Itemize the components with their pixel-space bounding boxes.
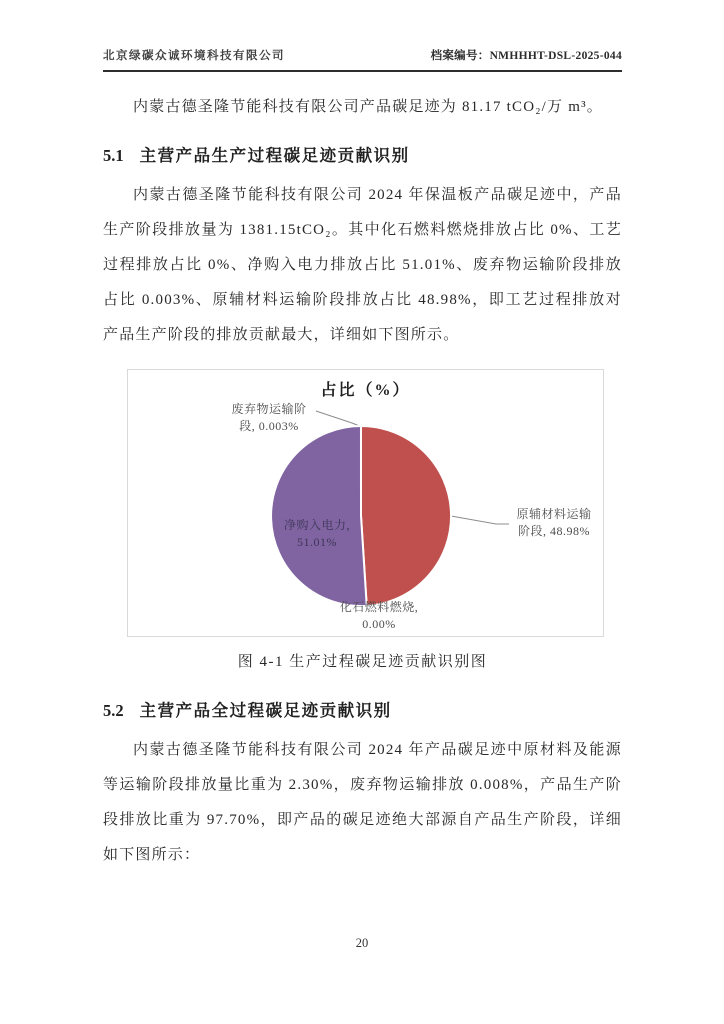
pie-slice-0 bbox=[361, 426, 451, 606]
section-5-1-title: 主营产品生产过程碳足迹贡献识别 bbox=[139, 146, 410, 165]
pie-label-fossil-line1: 化石燃料燃烧, bbox=[339, 600, 419, 614]
section-5-1-number: 5.1 bbox=[103, 146, 124, 165]
pie-chart bbox=[128, 370, 605, 638]
section-5-2-number: 5.2 bbox=[103, 701, 124, 720]
page-header bbox=[103, 0, 622, 72]
pie-label-purchased-electricity bbox=[276, 517, 358, 551]
header-doc-number bbox=[431, 47, 622, 63]
pie-label-raw-materials bbox=[511, 506, 597, 540]
pie-label-electricity-line1: 净购入电力, bbox=[283, 518, 350, 532]
header-company-name: 北京绿碳众诚环境科技有限公司 bbox=[103, 50, 285, 62]
section-5-2-body: 内蒙古德圣隆节能科技有限公司 2024 年产品碳足迹中原材料及能源等运输阶段排放量比重为 2.30%，废弃物运输排放 0.008%，产品生产阶段排放比重为 97.70%，即产品的碳足迹绝大部源自产品生产阶段，详细如下图所示： bbox=[103, 742, 622, 863]
pie-chart-figure bbox=[127, 369, 604, 637]
section-5-2-heading bbox=[103, 697, 622, 721]
section-5-2-title: 主营产品全过程碳足迹贡献识别 bbox=[139, 701, 392, 720]
figure-caption: 图 4-1 生产过程碳足迹贡献识别图 bbox=[237, 654, 488, 670]
pie-label-raw-line1: 原辅材料运输 bbox=[516, 507, 592, 521]
leader-line-raw-materials bbox=[451, 516, 509, 524]
doc-number-value: NMHHHT-DSL-2025-044 bbox=[489, 50, 622, 62]
pie-label-electricity-line2: 51.01% bbox=[297, 535, 337, 549]
page-number: 20 bbox=[355, 936, 369, 950]
pie-label-fossil-fuel bbox=[331, 599, 427, 633]
chart-title: 占比（%） bbox=[320, 382, 411, 399]
pie-label-raw-line2: 阶段, 48.98% bbox=[518, 524, 590, 538]
section-5-1-heading bbox=[103, 142, 622, 166]
pie-slice-2 bbox=[271, 426, 367, 606]
section-5-1-body: 内蒙古德圣隆节能科技有限公司 2024 年保温板产品碳足迹中，产品生产阶段排放量为 1381.15tCO₂。其中化石燃料燃烧排放占比 0%、工艺过程排放占比 0%、净购入电力排放占比 51.01%、废弃物运输阶段排放占比 0.003%、原辅材料运输阶段排放占比 48.98%，即工艺过程排放对产品生产阶段的排放贡献最大，详细如下图所示。 bbox=[103, 187, 622, 343]
intro-paragraph: 内蒙古德圣隆节能科技有限公司产品碳足迹为 81.17 tCO₂/万 m³。 bbox=[133, 99, 603, 115]
pie-label-waste-line2: 段, 0.003% bbox=[239, 419, 299, 433]
pie-label-waste-transport bbox=[214, 401, 324, 435]
pie-label-fossil-line2: 0.00% bbox=[362, 617, 396, 631]
pie-label-waste-line1: 废弃物运输阶 bbox=[231, 402, 307, 416]
doc-number-label: 档案编号： bbox=[430, 50, 490, 62]
